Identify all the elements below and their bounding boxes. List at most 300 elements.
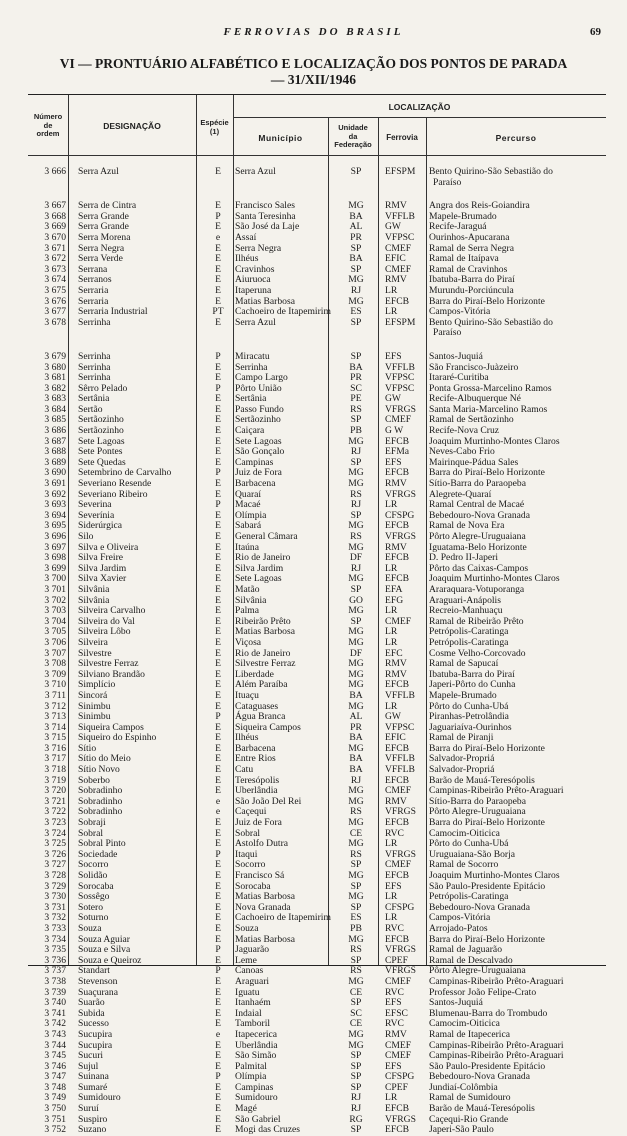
- species: P: [215, 382, 221, 394]
- railway: RMV: [385, 541, 407, 553]
- municipality: São Gabriel: [235, 1113, 281, 1125]
- route: Jaguariaíva-Ourinhos: [429, 721, 512, 733]
- species: E: [215, 1018, 221, 1030]
- species: E: [215, 361, 221, 373]
- designation: Sete Lagoas: [78, 435, 125, 447]
- railway: EFC: [385, 647, 403, 659]
- railway: EFCB: [385, 1124, 409, 1136]
- railway: CMEF: [385, 1039, 412, 1051]
- route: Joaquim Murtinho-Montes Claros: [429, 573, 560, 585]
- railway: RMV: [385, 274, 407, 286]
- route: Ibatuba-Barra do Piraí: [429, 274, 515, 286]
- row-number: 3 668: [44, 210, 66, 222]
- federation-unit: CE: [349, 986, 363, 998]
- species: E: [215, 785, 221, 797]
- municipality: Silva Jardim: [235, 562, 284, 574]
- species: E: [215, 700, 221, 712]
- route: D. Pedro II-Japeri: [429, 552, 498, 564]
- designation: Sumidouro: [78, 1092, 121, 1104]
- federation-unit: PB: [350, 922, 362, 934]
- route: Barra do Piraí-Belo Horizonte: [429, 933, 545, 945]
- table-row: [28, 1030, 606, 1041]
- railway: RVC: [385, 986, 404, 998]
- row-number: 3 673: [44, 263, 66, 275]
- row-number: 3 697: [44, 541, 66, 553]
- federation-unit: RS: [350, 848, 362, 860]
- designation: Siderúrgica: [78, 520, 123, 532]
- species: E: [215, 425, 221, 437]
- railway: GW: [385, 711, 401, 723]
- railway: RVC: [385, 827, 404, 839]
- municipality: Matão: [235, 583, 260, 595]
- railway: EFSPM: [385, 166, 416, 177]
- municipality: Ribeirão Prêto: [235, 615, 291, 627]
- route: Blumenau-Barra do Trombudo: [429, 1007, 548, 1019]
- route: Joaquim Murtinho-Montes Claros: [429, 435, 560, 447]
- railway: VFFLB: [385, 210, 415, 222]
- species: E: [215, 679, 221, 691]
- municipality: São Gonçalo: [235, 446, 285, 458]
- species: E: [215, 742, 221, 754]
- row-number: 3 747: [44, 1071, 66, 1083]
- federation-unit: MG: [348, 679, 364, 691]
- federation-unit: RG: [349, 1113, 363, 1125]
- route: Japeri-São Paulo: [429, 1124, 494, 1136]
- species: P: [215, 210, 221, 222]
- species: E: [215, 1124, 221, 1136]
- row-number: 3 690: [44, 467, 66, 479]
- species: E: [215, 880, 221, 892]
- species: E: [215, 1060, 221, 1072]
- municipality: Serra Azul: [235, 316, 276, 328]
- federation-unit: PE: [350, 393, 362, 405]
- railway: RMV: [385, 658, 407, 670]
- municipality: Silvânia: [235, 594, 267, 606]
- federation-unit: BA: [349, 361, 363, 373]
- designation: Silvestre: [78, 647, 112, 659]
- railway: EFCB: [385, 435, 409, 447]
- designation: Sítio: [78, 742, 97, 754]
- municipality: Santa Teresinha: [235, 210, 296, 222]
- route: Pôrto Alegre-Uruguaiana: [429, 531, 526, 542]
- row-number: 3 749: [44, 1092, 66, 1104]
- designation: Socorro: [78, 859, 109, 871]
- railway: EFS: [385, 456, 402, 468]
- table-row: [28, 1072, 606, 1083]
- header-municipio: Município: [258, 133, 303, 143]
- row-number: 3 686: [44, 425, 66, 437]
- row-number: 3 748: [44, 1081, 66, 1093]
- designation: Silva e Oliveira: [78, 541, 139, 553]
- species: E: [215, 859, 221, 871]
- railway: CPEF: [385, 954, 408, 966]
- municipality: Jaguarão: [235, 944, 270, 956]
- table-row: [28, 977, 606, 988]
- route: Mapele-Brumado: [429, 689, 497, 701]
- municipality: Cachoeiro de Itapemirim: [235, 912, 331, 924]
- species: e: [215, 806, 221, 818]
- designation: Serrinha: [78, 372, 111, 384]
- species: E: [215, 488, 221, 500]
- municipality: Socorro: [235, 859, 266, 871]
- route: Pôrto das Caixas-Campos: [429, 562, 529, 574]
- designation: Serra Grande: [78, 221, 129, 233]
- species: E: [215, 912, 221, 924]
- designation: Souza e Silva: [78, 944, 131, 956]
- federation-unit: RJ: [350, 284, 362, 296]
- designation: Silveira do Val: [78, 615, 135, 627]
- species: E: [215, 933, 221, 945]
- designation: Siqueiro do Espinho: [78, 732, 157, 744]
- federation-unit: RJ: [350, 1092, 362, 1104]
- route: Caçequi-Rio Grande: [429, 1113, 509, 1125]
- municipality: Magé: [235, 1103, 257, 1115]
- designation: Sítio do Meio: [78, 753, 131, 765]
- municipality: Matias Barbosa: [235, 295, 295, 307]
- species: P: [215, 711, 221, 723]
- species: E: [215, 817, 221, 829]
- railway: EFS: [385, 997, 402, 1009]
- railway: VFRGS: [385, 806, 416, 818]
- row-number: 3 736: [44, 954, 66, 966]
- page-header-title: FERROVIAS DO BRASIL: [223, 26, 404, 38]
- municipality: Quaraí: [235, 488, 262, 500]
- species: e: [215, 231, 221, 243]
- row-number: 3 710: [44, 679, 66, 691]
- railway: VFRGS: [385, 403, 416, 415]
- row-number: 3 672: [44, 253, 66, 265]
- species: E: [215, 1081, 221, 1093]
- federation-unit: MG: [348, 541, 364, 553]
- route: Ramal de Ribeirão Prêto: [429, 615, 524, 627]
- municipality: Palmital: [235, 1060, 267, 1072]
- species: E: [215, 552, 221, 564]
- railway: CMEF: [385, 242, 412, 254]
- municipality: Barbacena: [235, 742, 276, 754]
- table-row: [28, 988, 606, 999]
- row-number: 3 702: [44, 594, 66, 606]
- municipality: Campo Largo: [235, 372, 288, 384]
- railway: EFCB: [385, 774, 409, 786]
- railway: RMV: [385, 200, 407, 212]
- designation: Souza e Queiroz: [78, 954, 142, 966]
- designation: Serrinha: [78, 316, 111, 328]
- designation: Serra Azul: [78, 166, 119, 177]
- header-designacao: DESIGNAÇÃO: [103, 121, 161, 131]
- species: e: [215, 795, 221, 807]
- federation-unit: GO: [349, 594, 363, 606]
- route: Ramal de Sertãozinho: [429, 414, 514, 426]
- species: P: [215, 965, 221, 977]
- municipality: Juiz de Fora: [235, 467, 282, 479]
- railway: EFG: [385, 594, 404, 606]
- designation: Serraria Industrial: [78, 306, 148, 318]
- federation-unit: RJ: [350, 774, 362, 786]
- route: Professor João Felipe-Crato: [429, 986, 537, 998]
- route: Pôrto do Cunha-Ubá: [429, 700, 509, 712]
- species: E: [215, 753, 221, 765]
- route: Ourinhos-Apucarana: [429, 231, 510, 243]
- route: Bento Quirino-São Sebastião do: [429, 166, 553, 177]
- route: Arrojado-Patos: [429, 922, 488, 934]
- federation-unit: RS: [350, 806, 362, 818]
- federation-unit: SP: [350, 615, 362, 627]
- municipality: Francisco Sá: [235, 870, 285, 881]
- species: E: [215, 668, 221, 680]
- designation: Sobral Pinto: [78, 838, 126, 850]
- route: Salvador-Propriá: [429, 764, 495, 776]
- species: E: [215, 658, 221, 670]
- municipality: Araguari: [235, 975, 270, 987]
- federation-unit: MG: [348, 700, 364, 712]
- species: E: [215, 403, 221, 415]
- federation-unit: MG: [348, 467, 364, 479]
- route: Campinas-Ribeirão Prêto-Araguari: [429, 1039, 564, 1051]
- railway: EFCB: [385, 520, 409, 532]
- municipality: Água Branca: [235, 711, 286, 723]
- species: E: [215, 636, 221, 648]
- species: E: [215, 827, 221, 839]
- header-especie: Espécie (1): [200, 118, 229, 136]
- municipality: Serra Negra: [235, 242, 282, 254]
- municipality: Sorocaba: [235, 880, 271, 892]
- municipality: Macaé: [235, 499, 261, 511]
- federation-unit: AL: [349, 711, 363, 723]
- municipality: Sertãozinho: [235, 414, 281, 426]
- federation-unit: MG: [348, 573, 364, 585]
- railway: LR: [385, 838, 398, 850]
- species: E: [215, 922, 221, 934]
- route: Mairinque-Pádua Sales: [429, 456, 519, 468]
- municipality: Sete Lagoas: [235, 573, 282, 585]
- route: Bebedouro-Nova Granada: [429, 1071, 530, 1083]
- railway: RMV: [385, 1028, 407, 1040]
- federation-unit: BA: [349, 689, 363, 701]
- designation: Sucupira: [78, 1039, 113, 1051]
- designation: Solidão: [78, 870, 108, 881]
- row-number: 3 693: [44, 499, 66, 511]
- row-number: 3 735: [44, 944, 66, 956]
- railway: EFIC: [385, 253, 406, 265]
- railway: LR: [385, 605, 398, 617]
- designation: Soturno: [78, 912, 109, 924]
- row-number: 3 727: [44, 859, 66, 871]
- table-row: [28, 363, 606, 374]
- row-number: 3 715: [44, 732, 66, 744]
- route: Barra do Piraí-Belo Horizonte: [429, 817, 545, 829]
- route: Barão de Mauá-Teresópolis: [429, 1103, 535, 1115]
- route: Ramal de Descalvado: [429, 954, 513, 966]
- municipality: Itanhaém: [235, 997, 271, 1009]
- railway: VFFLB: [385, 361, 415, 373]
- municipality: Tamboril: [235, 1018, 271, 1030]
- railway: CFSPG: [385, 509, 415, 521]
- railway: LR: [385, 700, 398, 712]
- federation-unit: MG: [348, 891, 364, 903]
- railway: LR: [385, 912, 398, 924]
- railway: VFRGS: [385, 848, 416, 860]
- designation: Sucuri: [78, 1050, 104, 1062]
- species: P: [215, 467, 221, 479]
- row-number: 3 718: [44, 764, 66, 776]
- railway: GW: [385, 393, 401, 405]
- species: E: [215, 414, 221, 426]
- row-number: 3 745: [44, 1050, 66, 1062]
- table-row: [28, 691, 606, 702]
- federation-unit: RJ: [350, 446, 362, 458]
- railway: CPEF: [385, 1081, 408, 1093]
- designation: Serraria: [78, 295, 109, 307]
- route: Angra dos Reis-Goiandira: [429, 200, 530, 212]
- federation-unit: CE: [349, 827, 363, 839]
- row-number: 3 685: [44, 414, 66, 426]
- federation-unit: MG: [348, 520, 364, 532]
- table-body: [28, 167, 606, 1136]
- species: E: [215, 1050, 221, 1062]
- municipality: Sertânia: [235, 393, 267, 405]
- municipality: Serra Azul: [235, 166, 276, 177]
- designation: Setembrino de Carvalho: [78, 467, 172, 479]
- route: Jundiaí-Colômbia: [429, 1081, 498, 1093]
- species: E: [215, 1092, 221, 1104]
- municipality: Rio de Janeiro: [235, 552, 291, 564]
- species: E: [215, 605, 221, 617]
- municipality: Sobral: [235, 827, 261, 839]
- federation-unit: MG: [348, 668, 364, 680]
- species: E: [215, 562, 221, 574]
- designation: Sujul: [78, 1060, 99, 1072]
- municipality: Sabará: [235, 520, 262, 532]
- species: E: [215, 615, 221, 627]
- species: E: [215, 478, 221, 490]
- municipality: Itaqui: [235, 848, 258, 860]
- designation: Stevenson: [78, 975, 118, 987]
- row-number: 3 751: [44, 1113, 66, 1125]
- municipality: Itapecerica: [235, 1028, 278, 1040]
- designation: Sobradinho: [78, 785, 123, 797]
- row-number: 3 678: [44, 316, 66, 328]
- species: E: [215, 263, 221, 275]
- header-numero: Número de ordem: [33, 112, 63, 138]
- species: E: [215, 1007, 221, 1019]
- table-row: [28, 352, 606, 363]
- railway: LR: [385, 1092, 398, 1104]
- municipality: Olímpia: [235, 509, 267, 521]
- designation: Severínia: [78, 509, 115, 521]
- section-title-line1: VI — PRONTUÁRIO ALFABÉTICO E LOCALIZAÇÃO DOS PONTOS DE PARADA: [59, 56, 568, 71]
- municipality: Caiçara: [235, 425, 265, 437]
- municipality: Assaí: [235, 231, 257, 243]
- species: E: [215, 583, 221, 595]
- municipality: Sumidouro: [235, 1092, 278, 1104]
- row-number: 3 733: [44, 922, 66, 934]
- route: Ramal de Itaípava: [429, 253, 499, 265]
- federation-unit: MG: [348, 478, 364, 490]
- federation-unit: SP: [350, 954, 362, 966]
- table-row: [28, 638, 606, 649]
- row-number: 3 679: [44, 350, 66, 362]
- row-number: 3 740: [44, 997, 66, 1009]
- route: Ramal de Socorro: [429, 859, 499, 871]
- species: E: [215, 732, 221, 744]
- railway: CMEF: [385, 1050, 412, 1062]
- row-number: 3 721: [44, 795, 66, 807]
- federation-unit: MG: [348, 435, 364, 447]
- federation-unit: SC: [350, 382, 362, 394]
- railway: LR: [385, 284, 398, 296]
- page-number: 69: [590, 26, 601, 38]
- municipality: Iguatu: [235, 986, 260, 998]
- railway: EFIC: [385, 732, 406, 744]
- railway: LR: [385, 562, 398, 574]
- species: E: [215, 1103, 221, 1115]
- row-number: 3 743: [44, 1028, 66, 1040]
- municipality: Caçequi: [235, 806, 267, 818]
- municipality: Entre Rios: [235, 753, 276, 765]
- railway: EFCB: [385, 870, 409, 881]
- species: E: [215, 509, 221, 521]
- railway: LR: [385, 636, 398, 648]
- federation-unit: BA: [349, 753, 363, 765]
- route: Joaquim Murtinho-Montes Claros: [429, 870, 560, 881]
- table-row: [28, 286, 606, 297]
- species: E: [215, 997, 221, 1009]
- route-continuation: Paraíso: [433, 327, 462, 339]
- designation: Souza Aguiar: [78, 933, 130, 945]
- designation: Suinana: [78, 1071, 109, 1083]
- table-row-continuation: [28, 178, 606, 189]
- designation: Sucesso: [78, 1018, 109, 1030]
- railway: VFPSC: [385, 721, 415, 733]
- federation-unit: BA: [349, 210, 363, 222]
- railway: LR: [385, 891, 398, 903]
- row-number: 3 689: [44, 456, 66, 468]
- header-percurso: Percurso: [495, 133, 537, 143]
- header-localizacao: LOCALIZAÇÃO: [388, 102, 451, 112]
- designation: Silvânia: [78, 594, 110, 606]
- species: E: [215, 316, 221, 328]
- designation: Sete Quedas: [78, 456, 126, 468]
- federation-unit: MG: [348, 658, 364, 670]
- federation-unit: MG: [348, 200, 364, 212]
- row-number: 3 694: [44, 509, 66, 521]
- table-row: [28, 850, 606, 861]
- municipality: Astolfo Dutra: [235, 838, 289, 850]
- route: Santos-Juquiá: [429, 997, 483, 1009]
- federation-unit: MG: [348, 605, 364, 617]
- designation: Subida: [78, 1007, 105, 1019]
- designation: Suspiro: [78, 1113, 108, 1125]
- federation-unit: MG: [348, 1028, 364, 1040]
- municipality: Juiz de Fora: [235, 817, 282, 829]
- route: Ramal de Jaguarão: [429, 944, 502, 956]
- federation-unit: BA: [349, 732, 363, 744]
- federation-unit: SP: [350, 1124, 362, 1136]
- route: Uruguaiana-São Borja: [429, 848, 516, 860]
- municipality: Barbacena: [235, 478, 276, 490]
- designation: Sobraji: [78, 817, 106, 829]
- route: Mapele-Brumado: [429, 210, 497, 222]
- species: P: [215, 499, 221, 511]
- route: Petrópolis-Caratinga: [429, 636, 509, 648]
- designation: Simplício: [78, 679, 116, 691]
- designation: Serra Morena: [78, 231, 131, 243]
- municipality: Uberlândia: [235, 1039, 278, 1051]
- federation-unit: PR: [350, 372, 362, 384]
- municipality: Passo Fundo: [235, 403, 284, 415]
- row-number: 3 716: [44, 742, 66, 754]
- row-number: 3 706: [44, 636, 66, 648]
